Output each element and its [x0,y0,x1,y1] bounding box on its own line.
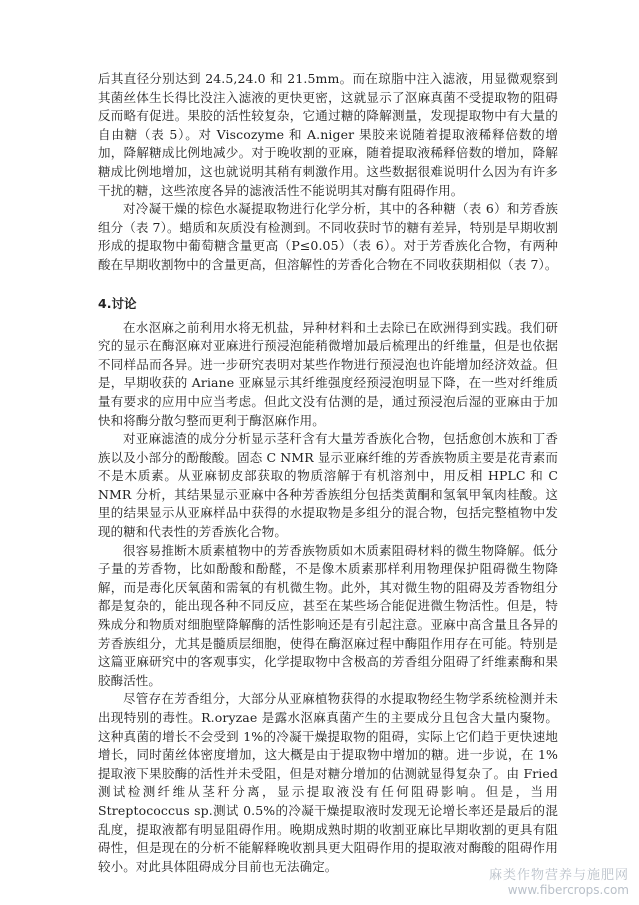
discussion-paragraph: 尽管存在芳香组分，大部分从亚麻植物获得的水提取物经生物学系统检测并未出现特别的毒性。R.oryzae 是露水沤麻真菌产生的主要成分且包含大量内聚物。这种真菌的增长不会受到 1%的冷凝干燥提取物的阻碍，实际上它们趋于更快速地增长，同时菌丝体密度增加，这大概是由于提取物中增加的糖。进一步说，在 1%提取液下果胶酶的活性并未受阻，但是对糖分增加的估测就显得复杂了。由 Fried 测试检测纤维从茎秆分离，显示提取液没有任何阻碍影响。但是，当用 Streptococcus sp.测试 0.5%的冷凝干燥提取液时发现无论增长率还是最后的混乱度，提取液都有明显阻碍作用。晚期成熟时期的收割亚麻比早期收割的更具有阻碍性，但是现在的分析不能解释晚收割具更大阻碍作用的提取液对酶酸的阻碍作用较小。对此具体阻碍成分目前也无法确定。 [98,691,558,874]
watermark-title: 麻类作物营养与施肥网 [488,868,629,883]
document-body [98,70,558,876]
discussion-paragraph: 对亚麻滤渣的成分分析显示茎秆含有大量芳香族化合物，包括愈创木族和丁香族以及小部分的酚酸酸。固态 C NMR 显示亚麻纤维的芳香族物质主要是花青素而不是木质素。从亚麻韧皮部获取的物质溶解于有机溶剂中，用反相 HPLC 和 C NMR 分析，其结果显示亚麻中各种芳香族组分包括类黄酮和氢氧甲氧肉桂酸。这里的结果显示从亚麻样品中获得的水提取物是多组分的混合物，包括完整植物中发现的糖和代表性的芳香族化合物。 [98,431,558,540]
site-watermark [489,869,629,897]
section-heading: 4.讨论 [98,295,137,311]
discussion-paragraph: 很容易推断木质素植物中的芳香族物质如木质素阻碍材料的微生物降解。低分子量的芳香物，比如酚酸和酚醛，不是像木质素那样利用物理保护阻碍微生物降解，而是毒化厌氧菌和需氧的有机微生物。此外，其对微生物的阻碍及芳香物组分都是复杂的，能出现各种不同反应，甚至在某些场合能促进微生物活性。但是，特殊成分和物质对细胞壁降解酶的活性影响还是有引起注意。亚麻中高含量且各异的芳香族组分，尤其是髓质层细胞，使得在酶沤麻过程中酶阻作用存在可能。特别是这篇亚麻研究中的客观事实，化学提取物中含极高的芳香组分阻碍了纤维素酶和果胶酶活性。 [98,542,558,688]
body-paragraph: 后其直径分别达到 24.5,24.0 和 21.5mm。而在琼脂中注入滤液，用显微观察到其菌丝体生长得比没注入滤液的更快更密，这就显示了沤麻真菌不受提取物的阻碍反而略有促进。果胶的活性较复杂，它通过糖的降解测量，发现提取物中有大量的自由糖（表 5）。对 Viscozyme 和 A.niger 果胶来说随着提取液稀释倍数的增加，降解糖成比例地减少。对于晚收割的亚麻，随着提取液稀释倍数的增加，降解糖成比例地增加，这也就说明其稍有刺激作用。这些数据很难说明什么因为有许多干扰的糖，这些浓度各异的滤液活性不能说明其对酶有阻碍作用。 [98,71,558,198]
body-paragraph: 对冷凝干燥的棕色水凝提取物进行化学分析，其中的各种糖（表 6）和芳香族组分（表 7）。蜡质和灰质没有检测到。不同收获时节的糖有差异，特别是早期收割形成的提取物中葡萄糖含量更高（P≤0.05）（表 6）。对于芳香族化合物，有两种酸在早期收割物中的含量更高，但溶解性的芳香化合物在不同收获期相似（表 7）。 [98,201,558,272]
discussion-paragraph: 在水沤麻之前利用水将无机盐，异种材料和土去除已在欧洲得到实践。我们研究的显示在酶沤麻对亚麻进行预浸泡能稍微增加最后梳理出的纤维量，但是也依据不同样品而各异。进一步研究表明对某些作物进行预浸泡也许能增加经济效益。但是，早期收获的 Ariane 亚麻显示其纤维强度经预浸泡明显下降，在一些对纤维质量有要求的应用中应当考虑。但此文没有估测的是，通过预浸泡后湿的亚麻由于加快和将酶分散匀整而更利于酶沤麻作用。 [98,319,558,428]
section-spacer [98,275,558,295]
watermark-url: www.fibercrops.com [507,883,629,897]
